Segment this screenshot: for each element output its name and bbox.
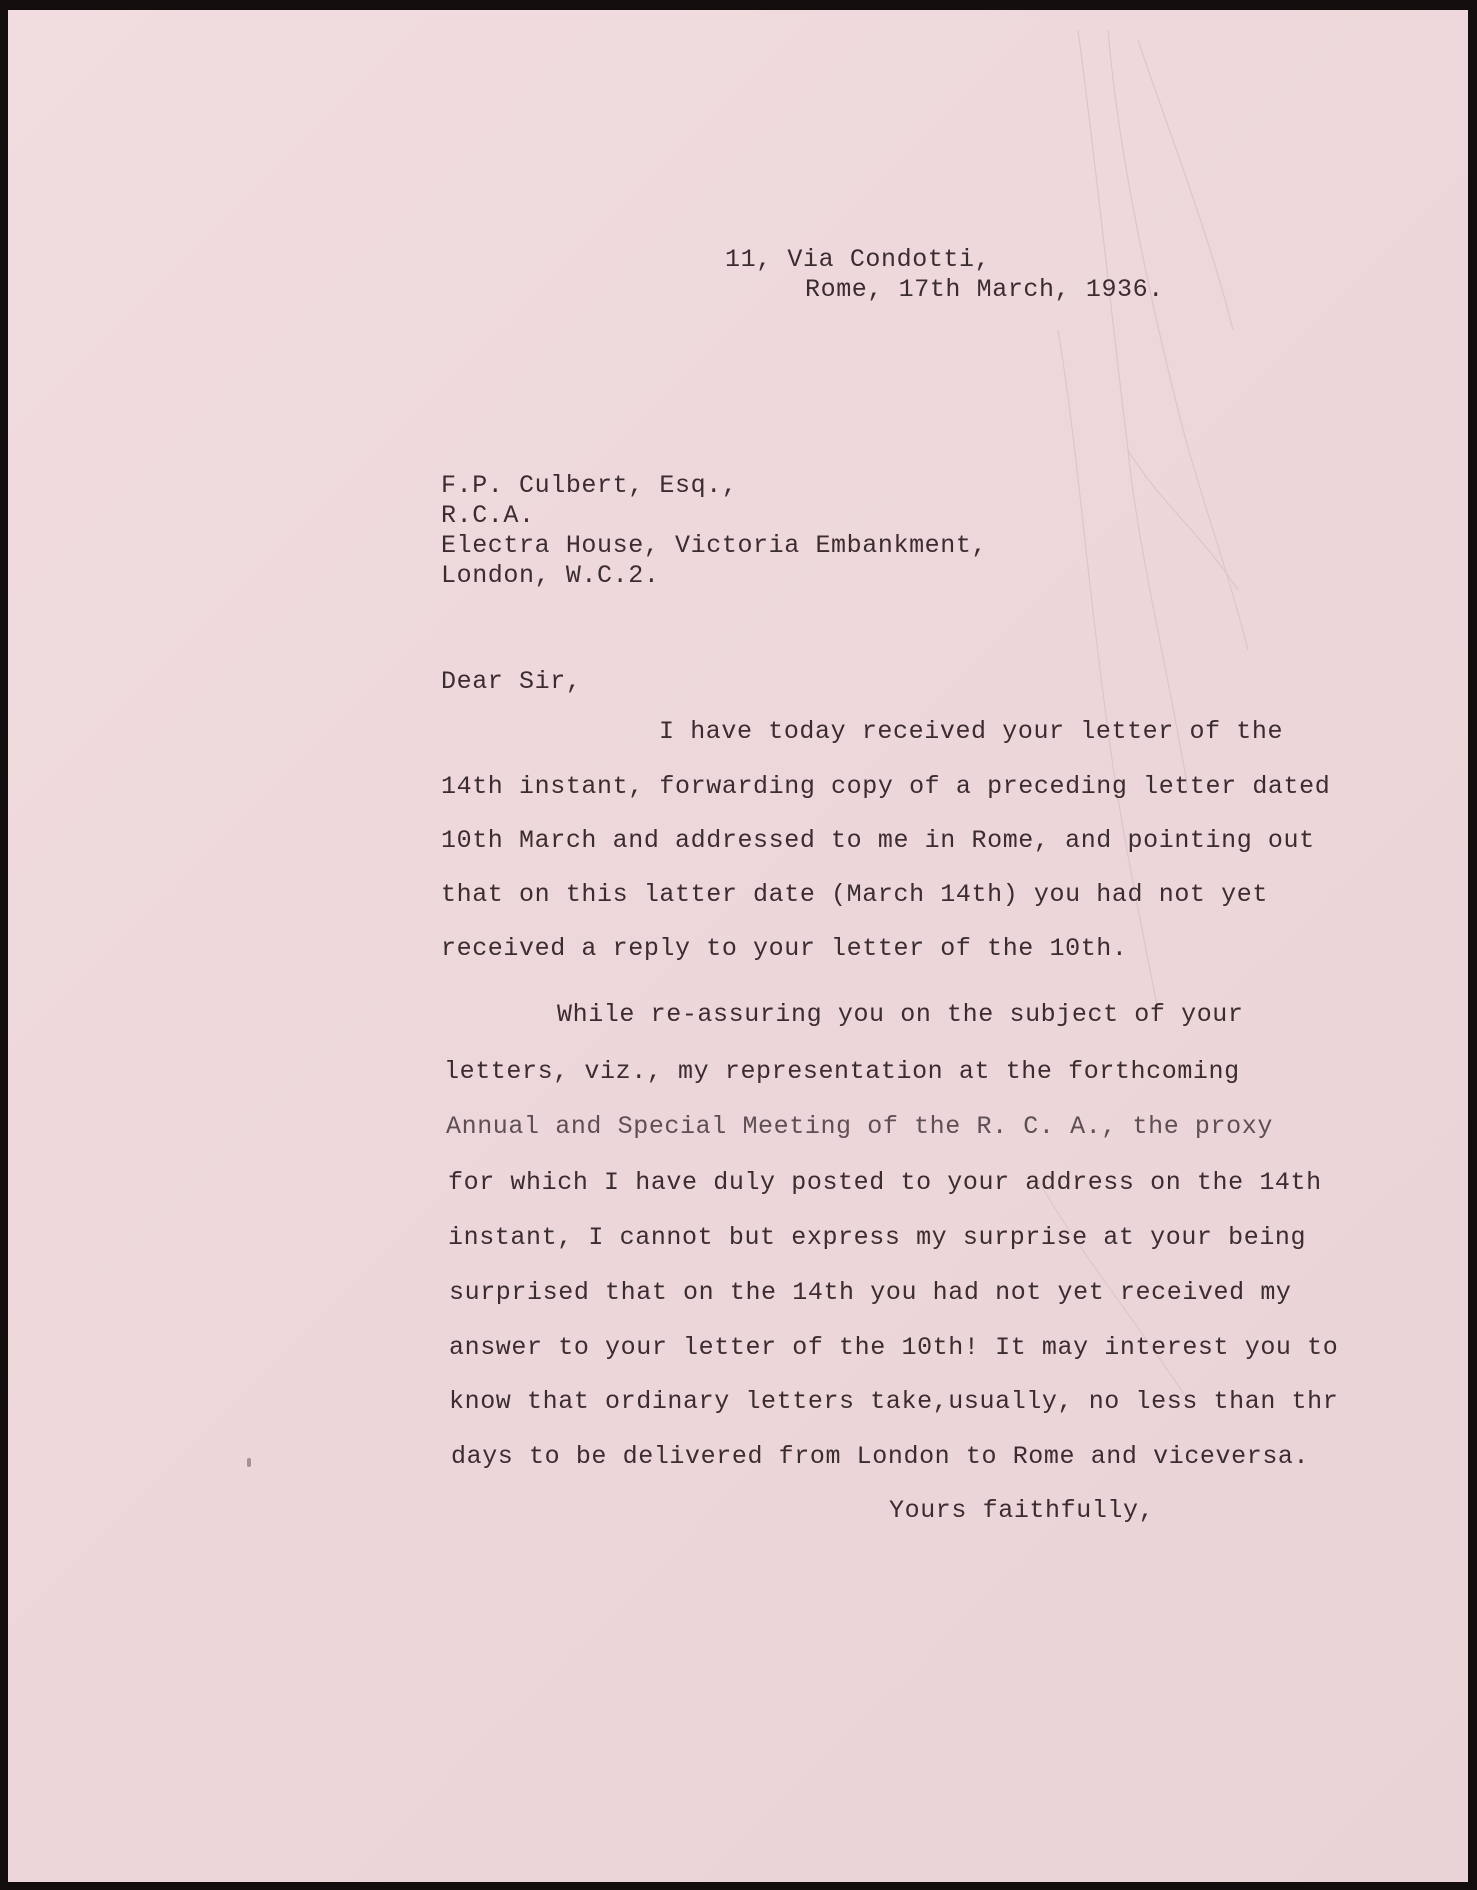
recipient-city: London, W.C.2. (441, 561, 660, 590)
recipient-name: F.P. Culbert, Esq., (441, 471, 738, 500)
closing: Yours faithfully, (889, 1496, 1155, 1525)
recipient-street: Electra House, Victoria Embankment, (441, 531, 988, 560)
body-line: I have today received your letter of the (659, 717, 1284, 746)
body-line: surprised that on the 14th you had not yet received my (449, 1278, 1292, 1307)
body-line: received a reply to your letter of the 10th. (441, 934, 1128, 963)
body-line: for which I have duly posted to your address on the 14th (448, 1168, 1322, 1197)
body-line: 14th instant, forwarding copy of a preceding letter dated (441, 772, 1331, 801)
body-line: letters, viz., my representation at the forthcoming (444, 1057, 1240, 1086)
body-line: answer to your letter of the 10th! It may interest you to (449, 1333, 1339, 1362)
letter-page (8, 10, 1468, 1882)
recipient-organization: R.C.A. (441, 501, 535, 530)
body-line: instant, I cannot but express my surprise at your being (448, 1223, 1307, 1252)
body-line: 10th March and addressed to me in Rome, and pointing out (441, 826, 1315, 855)
body-line: Annual and Special Meeting of the R. C. A., the proxy (446, 1112, 1273, 1141)
body-line: know that ordinary letters take,usually, no less than thr (449, 1387, 1339, 1416)
body-line: days to be delivered from London to Rome and viceversa. (451, 1442, 1310, 1471)
body-line: While re-assuring you on the subject of your (557, 1000, 1244, 1029)
paper-speck (247, 1458, 251, 1467)
sender-address-line-2: Rome, 17th March, 1936. (805, 275, 1164, 304)
sender-address-line-1: 11, Via Condotti, (725, 245, 991, 274)
body-line: that on this latter date (March 14th) you had not yet (441, 880, 1268, 909)
salutation: Dear Sir, (441, 667, 582, 696)
